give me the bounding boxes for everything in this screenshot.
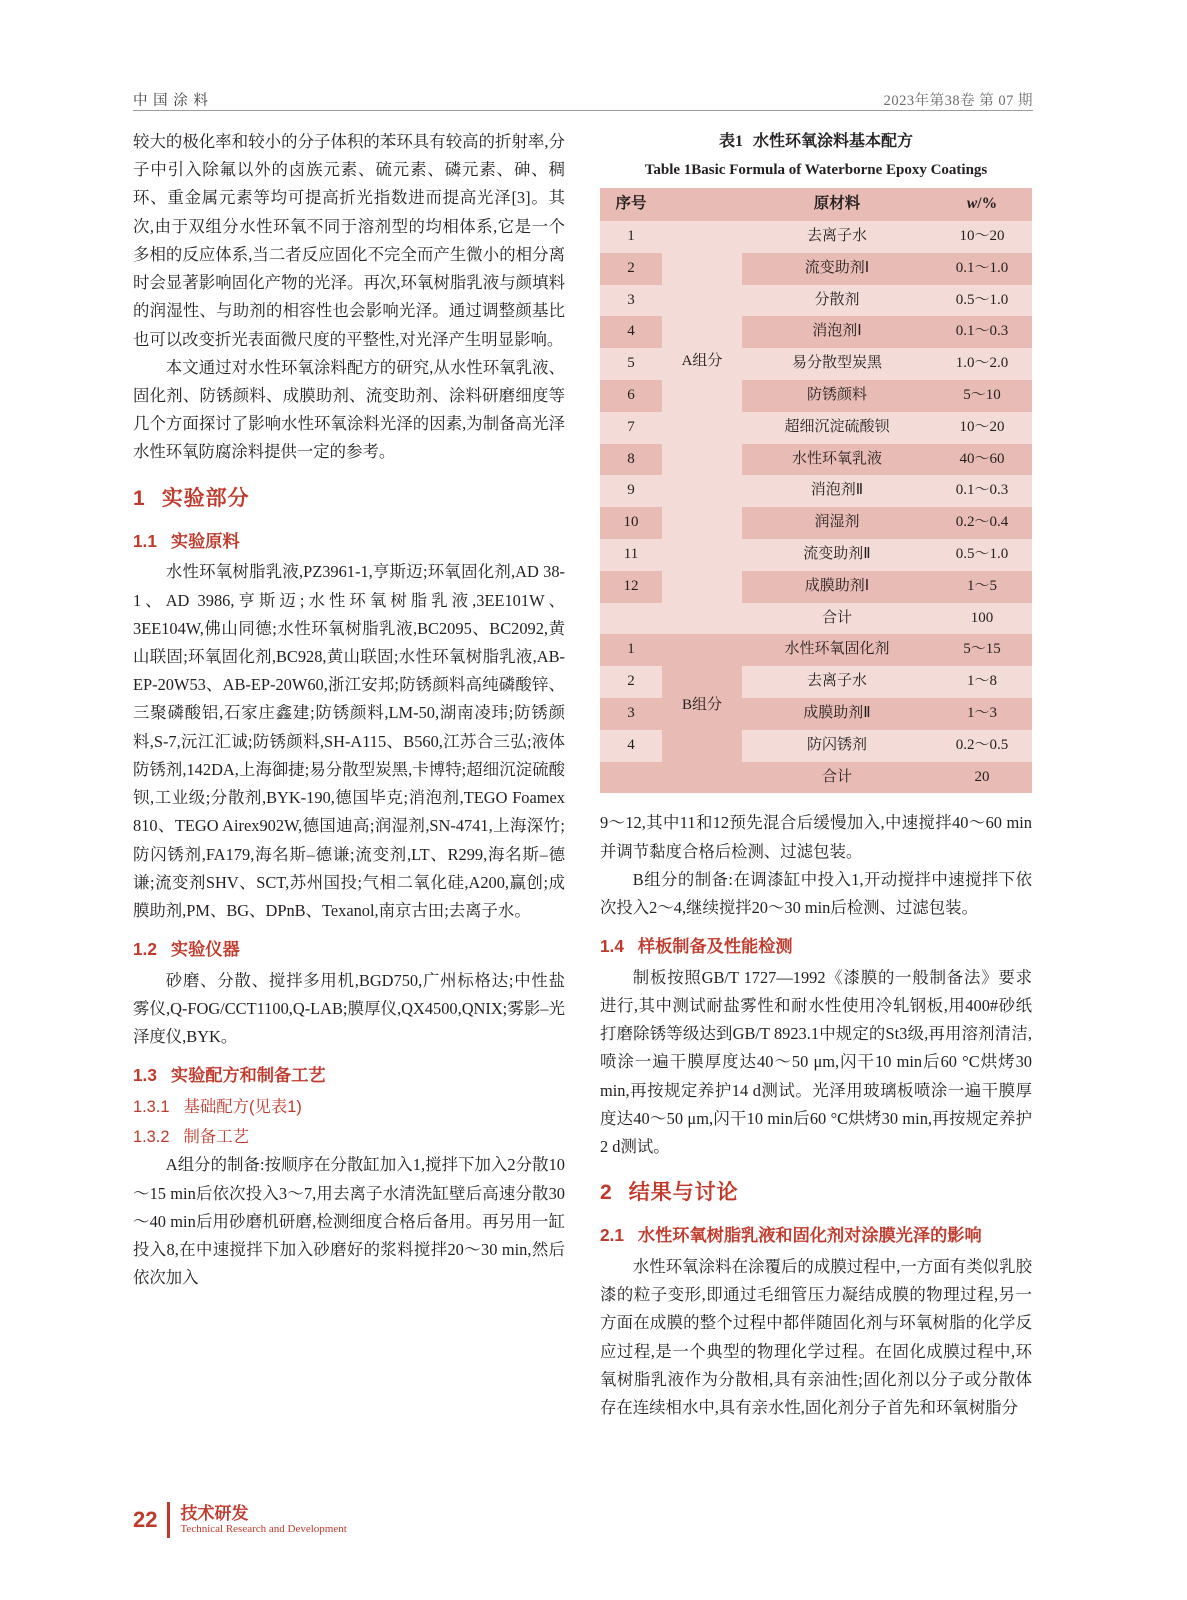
issue-info: 2023年第38卷 第 07 期	[883, 93, 1033, 109]
cell-value: 1～8	[966, 673, 997, 690]
cell-material: 成膜助剂Ⅰ	[804, 577, 870, 594]
header-divider	[133, 110, 1033, 111]
section-2-title: 结果与讨论	[628, 1181, 739, 1205]
cell-value: 1.0～2.0	[955, 355, 1009, 372]
cell-material: 润湿剂	[814, 514, 860, 531]
cell-material: 超细沉淀硫酸钡	[784, 418, 890, 435]
cell-group-a	[662, 221, 742, 634]
cell-index: 6	[627, 386, 635, 403]
cell-index: 1	[627, 227, 635, 244]
right-paragraph-1: 9～12,其中11和12预先混合后缓慢加入,中速搅拌40～60 min并调节黏度合格后检测、过滤包装。	[600, 813, 1032, 861]
paragraph-intro-1: 较大的极化率和较小的分子体积的苯环具有较高的折射率,分子中引入除氟以外的卤族元素、硫元素、磷元素、砷、稠环、重金属元素等均可提高折光指数进而提高光泽[3]。其次,由于双组分水性环氧不同于溶剂型的均相体系,它是一个多相的反应体系,当二者反应固化不完全而产生微小的相分离时会显著影响固化产物的光泽。再次,环氧树脂乳液与颜填料的润湿性、与助剂的相容性也会影响光泽。通过调整颜基比也可以改变折光表面微尺度的平整性,对光泽产生明显影响。	[133, 132, 565, 349]
section-1-4-body: 制板按照GB/T 1727—1992《漆膜的一般制备法》要求进行,其中测试耐盐雾性和耐水性使用冷轧钢板,用400#砂纸打磨除锈等级达到GB/T 8923.1中规定的St3级,再用溶剂清洁,喷涂一遍干膜厚度达40～50 μm,闪干10 min后60 °C烘烤30 min,再按规定养护14 d测试。光泽用玻璃板喷涂一遍干膜厚度达40～50 μm,闪干10 min后60 °C烘烤30 min,再按规定养护2 d测试。	[600, 967, 1032, 1157]
cell-index	[600, 603, 662, 635]
section-1-3-2-title: 制备工艺	[183, 1128, 250, 1147]
cell-value: 100	[970, 609, 994, 626]
section-1-3-2-heading	[133, 1123, 565, 1151]
section-2-1-number: 2.1	[600, 1225, 624, 1246]
cell-material: 水性环氧乳液	[791, 450, 882, 467]
section-2-1-title: 水性环氧树脂乳液和固化剂对涂膜光泽的影响	[637, 1225, 982, 1246]
page-number: 22	[133, 1507, 158, 1532]
cell-value: 1～3	[966, 704, 997, 721]
cell-material: 流变助剂Ⅱ	[803, 545, 871, 562]
section-1-2-heading	[133, 935, 565, 965]
table-number-cn: 表1	[718, 133, 743, 150]
section-1-4-heading	[600, 932, 1032, 962]
section-2-1-body: 水性环氧涂料在涂覆后的成膜过程中,一方面有类似乳胶漆的粒子变形,即通过毛细管压力凝结成膜的物理过程,另一方面在成膜的整个过程中都伴随固化剂与环氧树脂的化学反应过程,是一个典型的物理化学过程。在固化成膜过程中,环氧树脂乳液作为分散相,具有亲油性;固化剂以分子或分散体存在连续相水中,具有亲水性,固化剂分子首先和环氧树脂分	[600, 1256, 1032, 1418]
section-2-1-heading	[600, 1221, 1032, 1251]
cell-index: 2	[627, 259, 635, 276]
table-caption-en	[600, 158, 1032, 184]
group-a-label: A组分	[681, 353, 723, 370]
cell-value: 40～60	[959, 450, 1005, 467]
section-1-1-title: 实验原料	[170, 530, 240, 551]
section-1-3-title: 实验配方和制备工艺	[170, 1065, 326, 1086]
section-1-number: 1	[133, 486, 146, 510]
cell-material: 流变助剂Ⅰ	[804, 259, 870, 276]
footer-section-label	[180, 1505, 346, 1536]
section-1-3-1-title: 基础配方(见表1)	[183, 1097, 302, 1116]
header-value-symbol: w	[966, 195, 978, 213]
footer-divider	[167, 1502, 170, 1538]
table-header-row	[600, 188, 1032, 221]
section-1-4-title: 样板制备及性能检测	[637, 936, 793, 957]
cell-index: 1	[627, 641, 635, 658]
section-1-heading	[133, 481, 565, 517]
section-1-3-heading	[133, 1061, 565, 1091]
section-1-3-2-number: 1.3.2	[133, 1128, 170, 1147]
header-value	[932, 188, 1032, 221]
cell-index: 9	[627, 482, 635, 499]
section-1-4-number: 1.4	[600, 936, 624, 957]
cell-index: 3	[627, 291, 635, 308]
header-index: 序号	[615, 195, 647, 213]
header-value-unit: /%	[977, 195, 998, 213]
section-1-2-body: 砂磨、分散、搅拌多用机,BGD750,广州标格达;中性盐雾仪,Q-FOG/CCT1100,Q-LAB;膜厚仪,QX4500,QNIX;雾影–光泽度仪,BYK。	[133, 970, 565, 1047]
cell-value: 0.1～0.3	[955, 482, 1009, 499]
cell-material: 去离子水	[806, 227, 867, 244]
section-1-1-number: 1.1	[133, 530, 157, 551]
cell-index: 7	[627, 418, 635, 435]
section-1-2-number: 1.2	[133, 939, 157, 960]
cell-material: 消泡剂Ⅰ	[812, 323, 862, 340]
section-1-1-body: 水性环氧树脂乳液,PZ3961-1,亨斯迈;环氧固化剂,AD 38-1、AD 3986,亨斯迈;水性环氧树脂乳液,3EE101W、3EE104W,佛山同德;水性环氧树脂乳液,BC2095、BC2092,黄山联固;环氧固化剂,BC928,黄山联固;水性环氧树脂乳液,AB-EP-20W53、AB-EP-20W60,浙江安邦;防锈颜料高纯磷酸锌、三聚磷酸铝,石家庄鑫建;防锈颜料,LM-50,湖南凌玮;防锈颜料,S-7,沅江汇诚;防锈颜料,SH-A115、B560,江苏合三弘;液体防锈剂,142DA,上海御捷;易分散型炭黑,卡博特;超细沉淀硫酸钡,工业级;分散剂,BYK-190,德国毕克;消泡剂,TEGO Foamex 810、TEGO Airex902W,德国迪高;润湿剂,SN-4741,上海深竹;防闪锈剂,FA179,海名斯–德谦;流变剂,LT、R299,海名斯–德谦;流变剂SHV、SCT,苏州国投;气相二氧化硅,A200,赢创;成膜助剂,PM、BG、DPnB、Texanol,南京古田;去离子水。	[133, 562, 565, 920]
cell-index: 2	[627, 673, 635, 690]
table-row	[600, 634, 1032, 666]
cell-index: 8	[627, 450, 635, 467]
section-1-2-title: 实验仪器	[170, 939, 240, 960]
cell-material: 去离子水	[806, 673, 867, 690]
paragraph-intro-2: 本文通过对水性环氧涂料配方的研究,从水性环氧乳液、固化剂、防锈颜料、成膜助剂、流变助剂、涂料研磨细度等几个方面探讨了影响水性环氧涂料光泽的因素,为制备高光泽水性环氧防腐涂料提供一定的参考。	[133, 357, 565, 462]
cell-value: 0.1～0.3	[955, 323, 1009, 340]
cell-index: 11	[623, 545, 639, 562]
cell-index: 4	[627, 736, 635, 753]
table-title-cn: 水性环氧涂料基本配方	[753, 133, 914, 150]
table-number-en: Table 1	[644, 161, 692, 178]
left-column	[133, 128, 565, 1293]
cell-material: 消泡剂Ⅱ	[810, 482, 864, 499]
cell-index: 4	[627, 323, 635, 340]
cell-material: 易分散型炭黑	[791, 355, 882, 372]
section-2-number: 2	[600, 1181, 613, 1205]
section-1-3-1-number: 1.3.1	[133, 1097, 170, 1116]
cell-index: 5	[627, 355, 635, 372]
cell-value: 5～10	[963, 386, 1001, 403]
cell-material: 成膜助剂Ⅱ	[803, 704, 871, 721]
footer-text-en: Technical Research and Development	[180, 1523, 347, 1536]
page-footer	[133, 1497, 347, 1543]
cell-material: 防闪锈剂	[806, 736, 867, 753]
cell-index: 3	[627, 704, 635, 721]
section-1-1-heading	[133, 527, 565, 557]
page-header	[133, 82, 1033, 110]
cell-value: 0.5～1.0	[955, 545, 1009, 562]
section-1-3-number: 1.3	[133, 1065, 157, 1086]
cell-index: 12	[623, 577, 639, 594]
cell-value: 10～20	[959, 227, 1005, 244]
footer-text-cn: 技术研发	[180, 1503, 249, 1523]
cell-value: 20	[974, 768, 990, 785]
cell-index	[600, 762, 662, 794]
group-b-label: B组分	[681, 697, 722, 714]
section-1-3-1-heading	[133, 1093, 565, 1121]
cell-value: 10～20	[959, 418, 1005, 435]
right-column	[600, 128, 1032, 1422]
cell-value: 0.1～1.0	[955, 259, 1009, 276]
header-material: 原材料	[813, 195, 861, 213]
right-paragraph-2: B组分的制备:在调漆缸中投入1,开动搅拌中速搅拌下依次投入2～4,继续搅拌20～30 min后检测、过滤包装。	[600, 869, 1032, 917]
section-1-title: 实验部分	[161, 486, 250, 510]
table-title-en: Basic Formula of Waterborne Epoxy Coatings	[691, 161, 988, 178]
cell-value: 0.2～0.4	[955, 514, 1009, 531]
cell-value: 0.5～1.0	[955, 291, 1009, 308]
section-1-3-2-body: A组分的制备:按顺序在分散缸加入1,搅拌下加入2分散10～15 min后依次投入3～7,用去离子水清洗缸壁后高速分散30～40 min后用砂磨机研磨,检测细度合格后备用。再另用一缸投入8,在中速搅拌下加入砂磨好的浆料搅拌20～30 min,然后依次加入	[133, 1155, 565, 1288]
cell-material: 水性环氧固化剂	[784, 641, 890, 658]
cell-index: 10	[623, 514, 639, 531]
cell-material: 合计	[821, 609, 852, 626]
cell-value: 1～5	[966, 577, 997, 594]
cell-material: 防锈颜料	[806, 386, 867, 403]
cell-value: 0.2～0.5	[955, 736, 1009, 753]
table-caption-cn	[600, 128, 1032, 156]
cell-material: 合计	[821, 768, 852, 785]
journal-name: 中 国 涂 料	[133, 93, 209, 109]
table-row	[600, 221, 1032, 253]
section-2-heading	[600, 1175, 1032, 1211]
header-group	[662, 188, 742, 221]
cell-value: 5～15	[963, 641, 1001, 658]
cell-material: 分散剂	[814, 291, 860, 308]
